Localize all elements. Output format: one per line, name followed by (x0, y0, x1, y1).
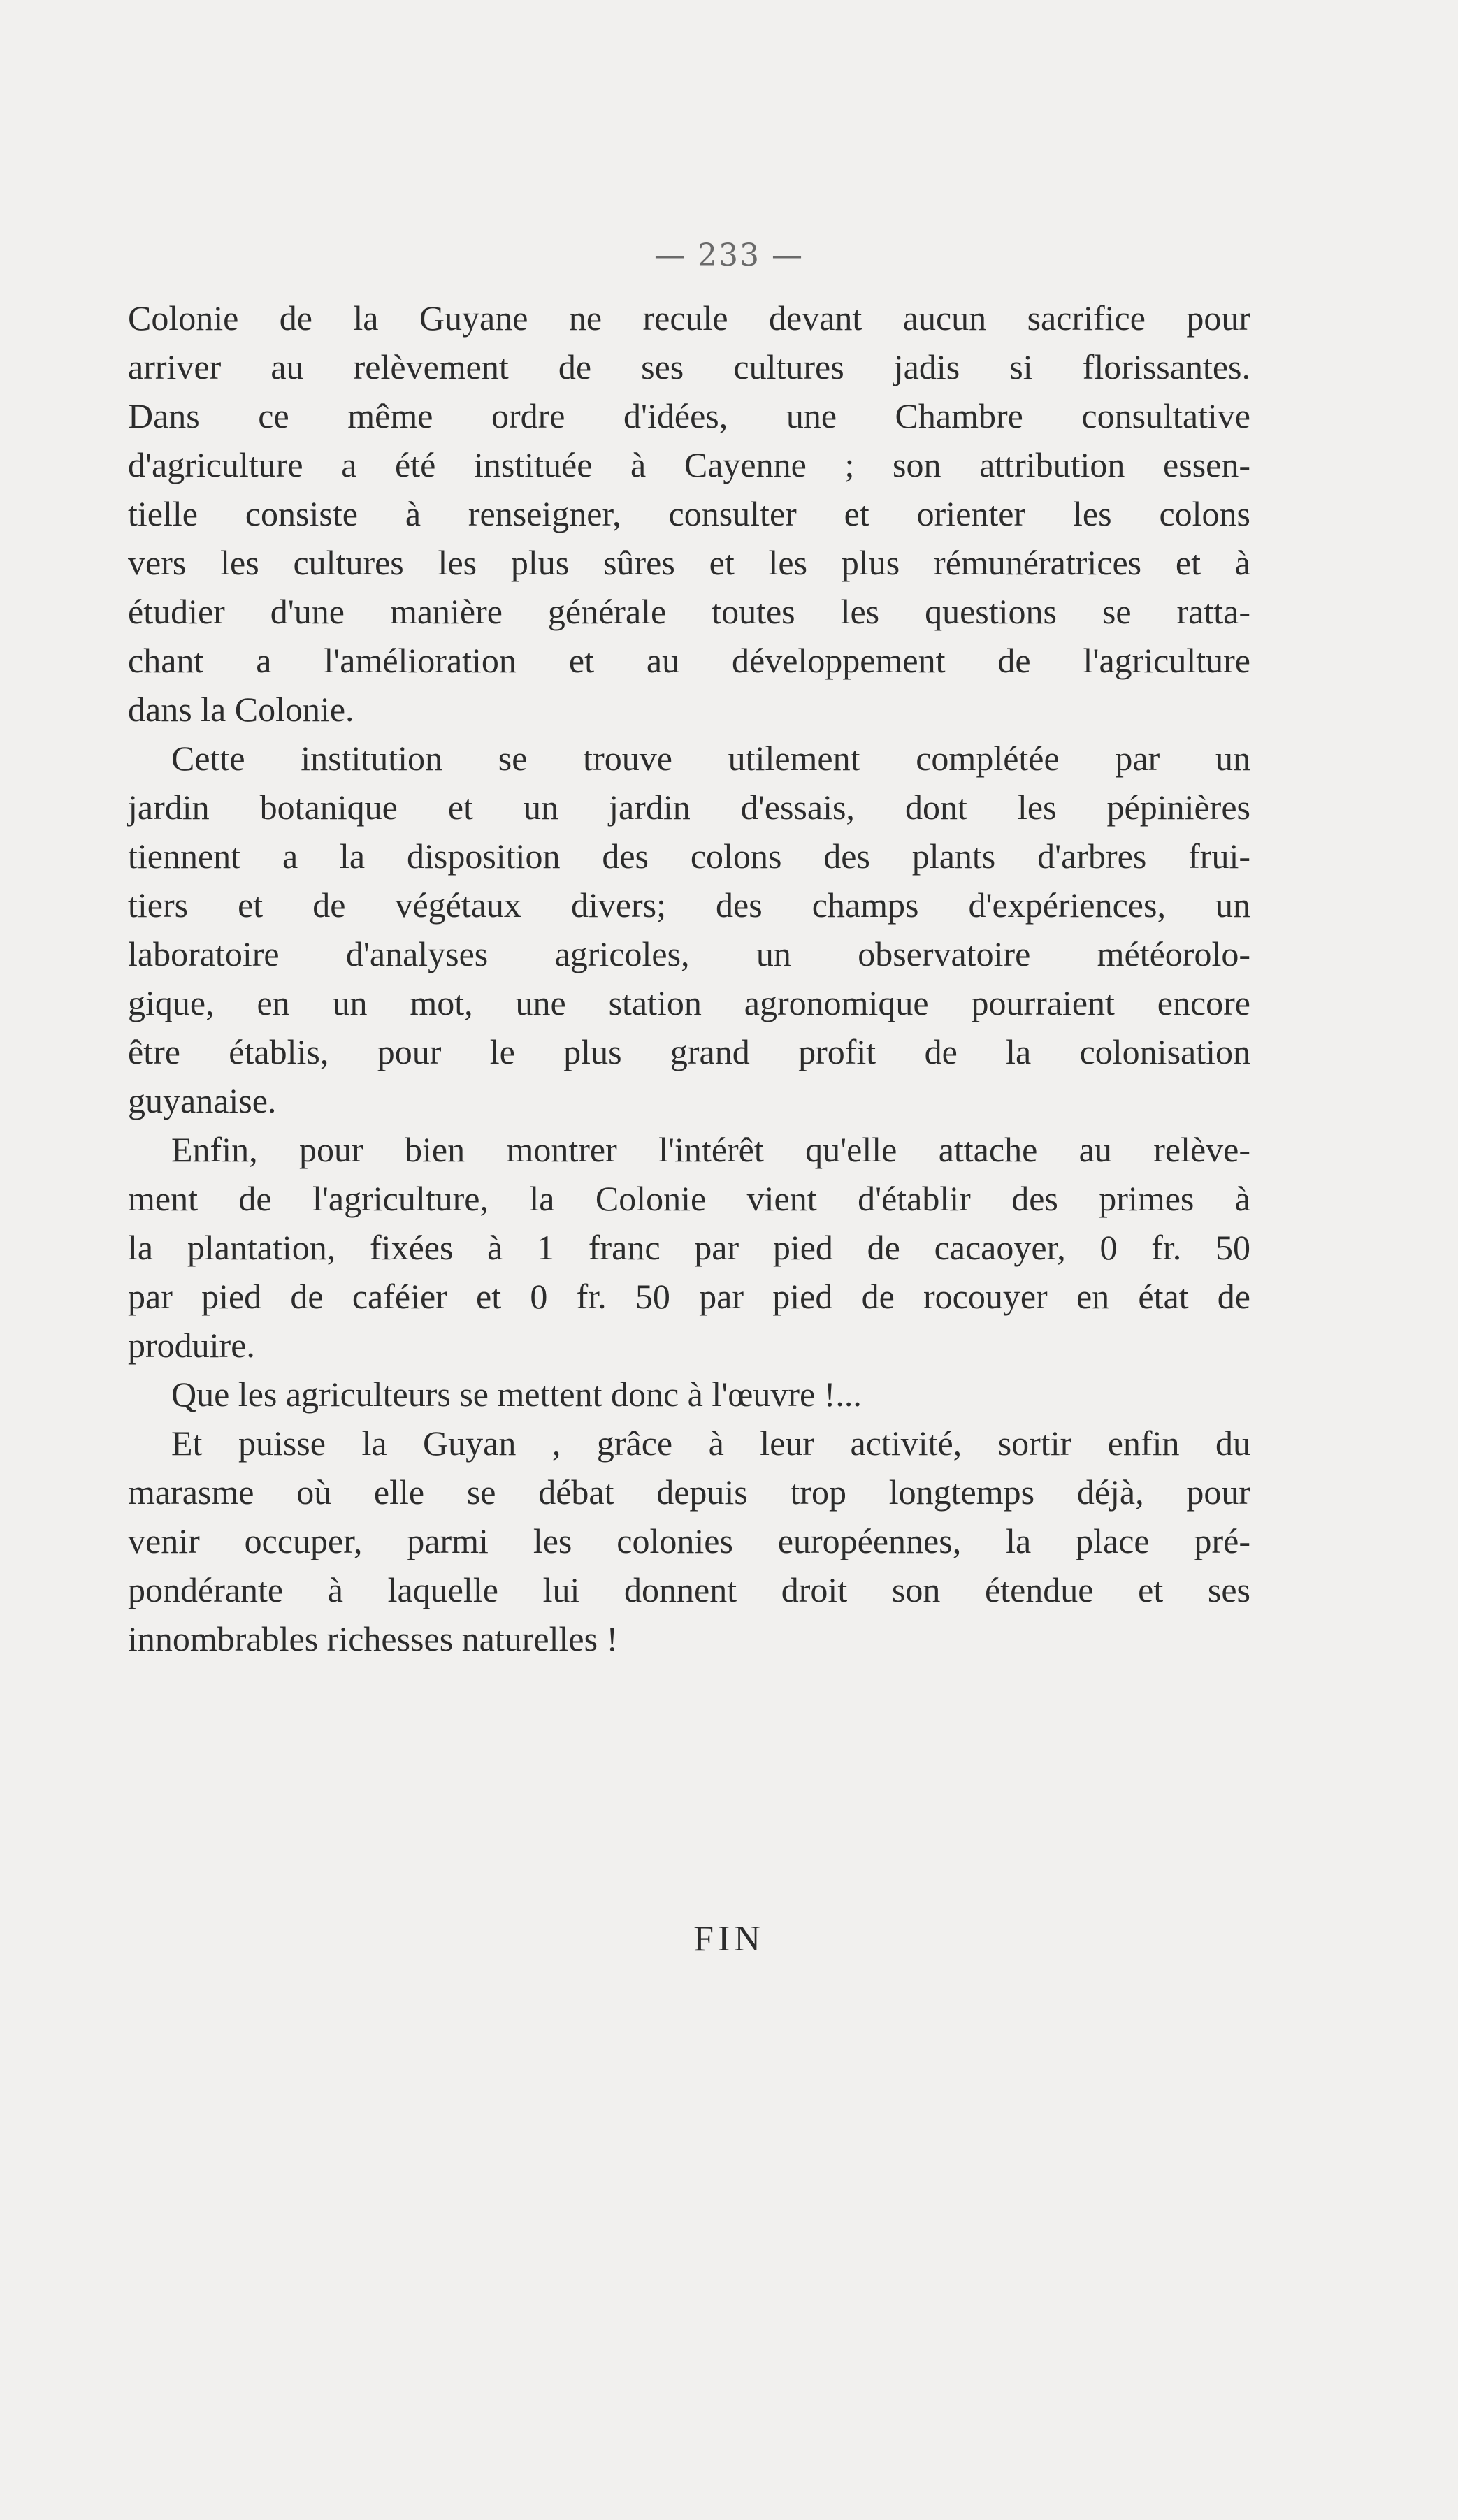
page-number: — 233 — (654, 238, 804, 273)
text-line: guyanaise. (128, 1081, 277, 1120)
text-line: par pied de caféier et 0 fr. 50 par pied de rocouyer en état de (128, 1277, 1250, 1316)
text-line: Dans ce même ordre d'idées, une Chambre consultative (128, 396, 1250, 435)
text-line: Enfin, pour bien montrer l'intérêt qu'elle attache au relève- (171, 1130, 1250, 1169)
text-line: d'agriculture a été instituée à Cayenne ; son attribution essen- (128, 445, 1250, 484)
text-line: Colonie de la Guyane ne recule devant aucun sacrifice pour (128, 298, 1250, 338)
text-line: laboratoire d'analyses agricoles, un observatoire météorolo- (128, 934, 1250, 973)
text-line: ment de l'agriculture, la Colonie vient d'établir des primes à (128, 1179, 1250, 1218)
text-line: vers les cultures les plus sûres et les plus rémunératrices et à (128, 543, 1250, 582)
text-line: venir occuper, parmi les colonies européennes, la place pré- (128, 1521, 1250, 1560)
text-line: arriver au relèvement de ses cultures jadis si florissantes. (128, 347, 1250, 386)
text-line: dans la Colonie. (128, 690, 354, 729)
text-line: être établis, pour le plus grand profit de la colonisation (128, 1032, 1250, 1071)
text-line: marasme où elle se débat depuis trop longtemps déjà, pour (128, 1472, 1250, 1512)
text-line: Que les agriculteurs se mettent donc à l'œuvre !... (171, 1375, 862, 1414)
end-mark: FIN (693, 1919, 765, 1959)
text-line: gique, en un mot, une station agronomique pourraient encore (128, 983, 1250, 1022)
text-line: Et puisse la Guyan , grâce à leur activité, sortir enfin du (171, 1424, 1250, 1463)
text-line: pondérante à laquelle lui donnent droit son étendue et ses (128, 1570, 1250, 1609)
text-line: tiers et de végétaux divers; des champs d'expériences, un (128, 885, 1250, 925)
text-line: innombrables richesses naturelles ! (128, 1619, 619, 1658)
text-line: la plantation, fixées à 1 franc par pied de cacaoyer, 0 fr. 50 (128, 1228, 1250, 1267)
body-text (128, 294, 1250, 1663)
text-line: Cette institution se trouve utilement complétée par un (171, 739, 1250, 778)
text-line: tiennent a la disposition des colons des plants d'arbres frui- (128, 837, 1250, 876)
text-line: jardin botanique et un jardin d'essais, dont les pépinières (128, 788, 1250, 827)
text-line: étudier d'une manière générale toutes les questions se ratta- (128, 592, 1250, 631)
text-line: chant a l'amélioration et au développement de l'agriculture (128, 641, 1250, 680)
text-line: tielle consiste à renseigner, consulter et orienter les colons (128, 494, 1250, 533)
text-line: produire. (128, 1326, 255, 1365)
